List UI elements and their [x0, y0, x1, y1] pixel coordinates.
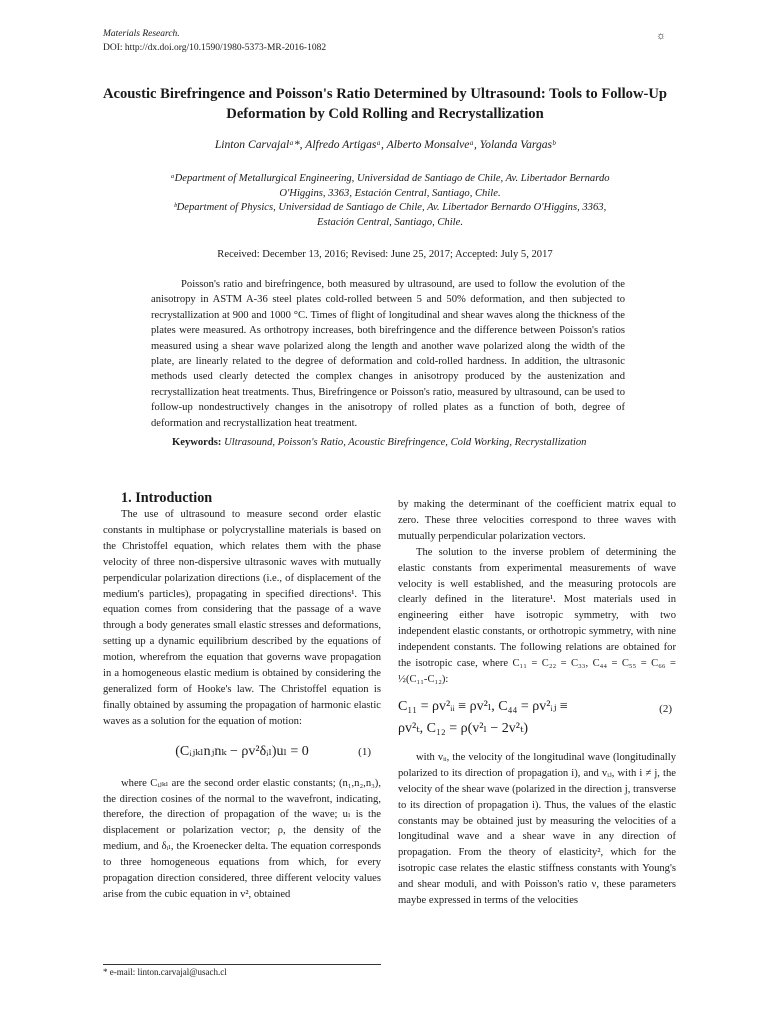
- affiliation-a: [140, 171, 640, 201]
- affiliation-a-line-1: ᵃDepartment of Metallurgical Engineering, Universidad de Santiago de Chile, Av. Libertador Bernardo: [170, 173, 610, 184]
- title-line-2: Deformation by Cold Rolling and Recrystallization: [226, 106, 544, 122]
- title-line-1: Acoustic Birefringence and Poisson's Ratio Determined by Ultrasound: Tools to Follow-Up: [102, 86, 668, 102]
- affiliation-b-line-2: Estación Central, Santiago, Chile.: [317, 217, 463, 228]
- equation-2-number: (2): [659, 702, 672, 715]
- equation-2-line-2: ρv²ₜ, C₁₂ = ρ(v²ₗ − 2v²ₜ): [398, 720, 529, 736]
- left-column: [103, 489, 381, 903]
- equation-2: [398, 696, 676, 740]
- section-heading: 1. Introduction: [121, 490, 213, 506]
- affiliation-b-line-1: ᵇDepartment of Physics, Universidad de Santiago de Chile, Av. Libertador Bernardo O'Higgins, 3363,: [173, 202, 607, 213]
- intro-paragraph-1: The use of ultrasound to measure second order elastic constants in multiphase or polycrystalline materials is based on the Christoffel equation, which relates them with the phase velocity of three non-dispersive ultrasonic waves with mutually perpendicular polarization directions (i.e., of displacement of the medium's particles), propagating in specified directions¹. This equation comes from considering that the passage of a wave through a body generates small elastic stresses and deformations, setting up a dynamic equilibrium described by the equations of motion, wherefrom the equation that governs wave propagation in a homogeneous elastic medium is obtained by considering the generalized form of Hooke's law. The Christoffel equation is finally obtained by assuming the propagation of harmonic elastic waves as a solution for the equation of motion:: [103, 509, 381, 727]
- intro-paragraph-3: by making the determinant of the coefficient matrix equal to zero. These three velocities correspond to three waves with mutually perpendicular polarization vectors.: [398, 499, 676, 542]
- equation-1-number: (1): [358, 745, 371, 758]
- abstract: Poisson's ratio and birefringence, both measured by ultrasound, are used to follow the evolution of the anisotropy in ASTM A-36 steel plates cold-rolled between 5 and 50% deformation, and then subjected to recrystallization at 900 and 1000 °C. Times of flight of longitudinal and shear waves along the thickness of the plates were measured. As orthotropy increases, both birefringence and the difference between Poisson's ratios measured using a shear wave polarized along the length and another wave polarized along the width of the plate, are linearly related to the degree of deformation and cold-rolled hardness. In addition, the ultrasonic methods used clearly detected the complex changes in anisotropy produced by the austenization and recrystallization heat treatments. Thus, Birefringence or Poisson's ratio, measured by ultrasound, can be used to follow-up nondestructively changes in the anisotropy of rolled plates as a function of both, degree of deformation and recrystallization heat treatment.: [151, 279, 625, 429]
- author-list: Linton Carvajalᵃ*, Alfredo Artigasᵃ, Alberto Monsalveᵃ, Yolanda Vargasᵇ: [214, 138, 556, 151]
- right-column: [398, 497, 676, 909]
- intro-paragraph-5: with vᵢᵢ, the velocity of the longitudinal wave (longitudinally polarized to its direction of propagation i), and vᵢⱼ, with i ≠ j, the velocity of the shear wave (polarized in the direction j, transverse to its direction of propagation i). Thus, the values of the elastic constants may be obtained just by measuring the velocities of a longitudinal wave and a shear wave in any direction of propagation. From the theory of elasticity², which for the isotropic case relates the elastic stiffness constants with Young's and shear moduli, and with Poisson's ratio ν, these parameters maybe expressed in terms of the velocities: [398, 751, 676, 907]
- corresponding-author-email[interactable]: * e-mail: linton.carvajal@usach.cl: [103, 967, 227, 977]
- affiliation-a-line-2: O'Higgins, 3363, Estación Central, Santiago, Chile.: [279, 188, 501, 199]
- equation-2-line-1: C₁₁ = ρv²ᵢᵢ ≡ ρv²ₗ, C₄₄ = ρv²ᵢⱼ ≡: [398, 698, 568, 714]
- received-dates: Received: December 13, 2016; Revised: June 25, 2017; Accepted: July 5, 2017: [217, 249, 553, 260]
- affiliation-b: [140, 200, 640, 230]
- intro-paragraph-2: where Cᵢⱼₖₗ are the second order elastic constants; (n₁,n₂,n₃), the direction cosines of the normal to the wavefront, indicating, therefore, the direction of propagation of the wave; uₗ is the displacement or polarization vector; ρ, the density of the medium, and δᵢₗ, the Kroenecker delta. The equation corresponds to three homogeneous equations from which, for every propagation direction considered, three different velocity values arise from the cubic equation in v², obtained: [103, 777, 381, 900]
- keywords-label: Keywords:: [172, 437, 222, 448]
- open-access-icon: ☼: [655, 30, 667, 42]
- intro-paragraph-4: The solution to the inverse problem of determining the elastic constants from experimental measurements of wave velocity is well established, and the measuring protocols are clearly defined in the literature¹. Most materials used in engineering either have isotropic symmetry, with two independent elastic constants, or orthotropic symmetry, with nine independent constants. The following relations are obtained for the isotropic case, where C₁₁ = C₂₂ = C₃₃, C₄₄ = C₅₅ = C₆₆ = ½(C₁₁-C₁₂):: [398, 546, 676, 685]
- doi-link[interactable]: DOI: http://dx.doi.org/10.1590/1980-5373-MR-2016-1082: [103, 43, 327, 53]
- paper-title: [100, 84, 670, 124]
- equation-1-body: (Cᵢⱼₖₗnⱼnₖ − ρv²δᵢₗ)uₗ = 0: [175, 743, 309, 759]
- equation-1: [103, 744, 381, 760]
- journal-name: Materials Research.: [103, 29, 180, 39]
- keywords-list: Ultrasound, Poisson's Ratio, Acoustic Birefringence, Cold Working, Recrystallization: [224, 437, 587, 448]
- keywords: [172, 437, 642, 448]
- footnote-divider: [103, 964, 381, 965]
